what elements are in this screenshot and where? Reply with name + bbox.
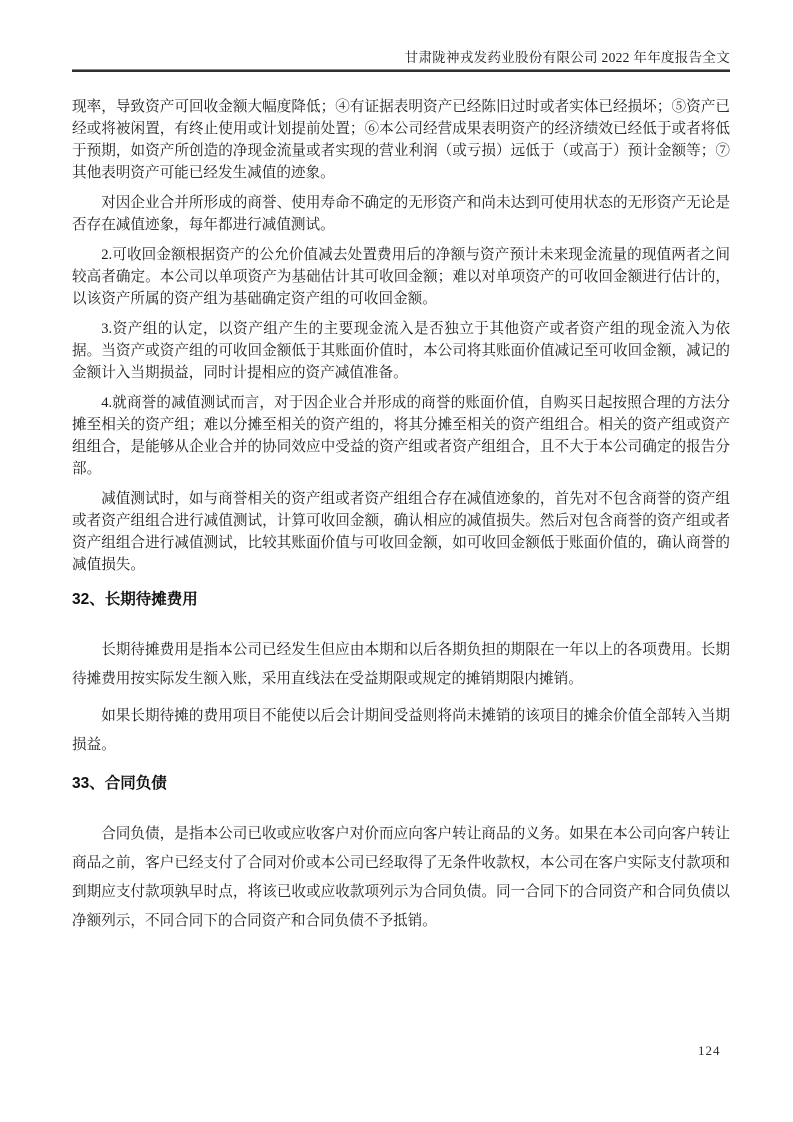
paragraph-goodwill-annual-test: 对因企业合并所形成的商誉、使用寿命不确定的无形资产和尚未达到可使用状态的无形资产无论是否存在减值迹象，每年都进行减值测试。: [72, 195, 730, 233]
page-number: 124: [698, 1043, 721, 1058]
paragraph-deferred-expenses-writeoff: 如果长期待摊的费用项目不能使以后会计期间受益则将尚未摊销的该项目的摊余价值全部转入当期损益。: [72, 708, 730, 753]
paragraph-asset-group-recognition: 3.资产组的认定，以资产组产生的主要现金流入是否独立于其他资产或者资产组的现金流入为依据。当资产或资产组的可收回金额低于其账面价值时，本公司将其账面价值减记至可收回金额，减记的金额计入当期损益，同时计提相应的资产减值准备。: [72, 321, 730, 381]
paragraph-recoverable-amount: 2.可收回金额根据资产的公允价值减去处置费用后的净额与资产预计未来现金流量的现值两者之间较高者确定。本公司以单项资产为基础估计其可收回金额；难以对单项资产的可收回金额进行估计的，以该资产所属的资产组为基础确定资产组的可收回金额。: [72, 247, 730, 307]
page-header: [0, 0, 793, 72]
section-heading-33-contract-liabilities: 33、合同负债: [72, 775, 167, 792]
page-content: [0, 72, 793, 936]
paragraph-goodwill-impairment-procedure: 减值测试时，如与商誉相关的资产组或者资产组组合存在减值迹象的，首先对不包含商誉的资产组或者资产组组合进行减值测试，计算可收回金额，确认相应的减值损失。然后对包含商誉的资产组或者资产组组合进行减值测试，比较其账面价值与可收回金额，如可收回金额低于账面价值的，确认商誉的减值损失。: [72, 491, 730, 573]
paragraph-impairment-indicators-continued: 现率，导致资产可回收金额大幅度降低；④有证据表明资产已经陈旧过时或者实体已经损坏；⑤资产已经或将被闲置，有终止使用或计划提前处置；⑥本公司经营成果表明资产的经济绩效已经低于或者将低于预期，如资产所创造的净现金流量或者实现的营业利润（或亏损）远低于（或高于）预计金额等；⑦其他表明资产可能已经发生减值的迹象。: [72, 99, 730, 181]
paragraph-deferred-expenses-definition: 长期待摊费用是指本公司已经发生但应由本期和以后各期负担的期限在一年以上的各项费用。长期待摊费用按实际发生额入账，采用直线法在受益期限或规定的摊销期限内摊销。: [72, 642, 730, 687]
paragraph-goodwill-allocation: 4.就商誉的减值测试而言，对于因企业合并形成的商誉的账面价值，自购买日起按照合理的方法分摊至相关的资产组；难以分摊至相关的资产组的，将其分摊至相关的资产组组合。相关的资产组或资产组组合，是能够从企业合并的协同效应中受益的资产组或者资产组组合，且不大于本公司确定的报告分部。: [72, 395, 730, 477]
report-header-title: 甘肃陇神戎发药业股份有限公司 2022 年年度报告全文: [404, 50, 730, 65]
section-heading-32-long-term-deferred-expenses: 32、长期待摊费用: [72, 591, 198, 608]
paragraph-contract-liabilities-definition: 合同负债，是指本公司已收或应收客户对价而应向客户转让商品的义务。如果在本公司向客户转让商品之前，客户已经支付了合同对价或本公司已经取得了无条件收款权，本公司在客户实际支付款项和到期应支付款项孰早时点，将该已收或应收款项列示为合同负债。同一合同下的合同资产和合同负债以净额列示，不同合同下的合同资产和合同负债不予抵销。: [72, 826, 730, 929]
